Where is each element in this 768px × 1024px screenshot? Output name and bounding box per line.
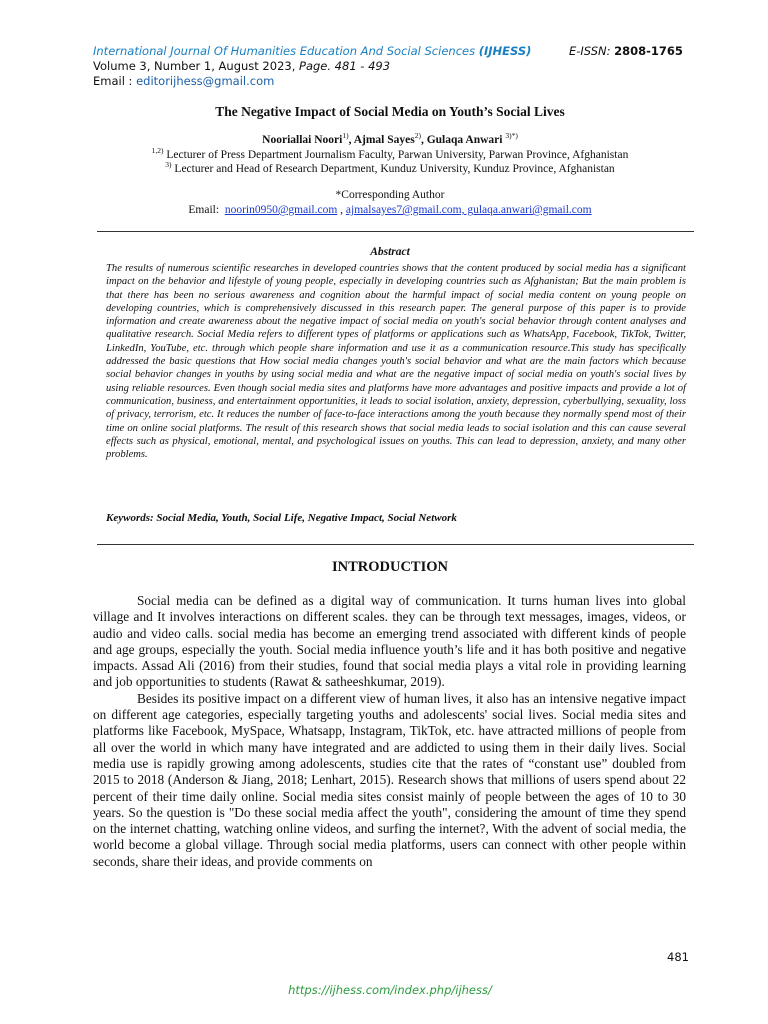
- author-emails: [0, 204, 768, 216]
- issn-label: E-ISSN:: [569, 44, 611, 58]
- author-email-link[interactable]: ajmalsayes7@gmail.com, gulaqa.anwari@gmail.com: [345, 204, 592, 216]
- paragraph: Besides its positive impact on a different view of human lives, it also has an intensive negative impact on different age categories, especially targeting youths and adolescents' social lives. Social media sites and platforms like Facebook, MySpace, Whatsapp, Instagram, TikTok, etc. have attracted millions of people from all over the world in which many have integrated and are addicted to using them in their daily lives. Social media use is rapidly growing among adolescents, studies cite that the rates of “constant use” doubled from 2015 to 2018 (Anderson & Jiang, 2018; Lenhart, 2015). Research shows that millions of users spend about 22 percent of their time daily online. Social media sites consist mainly of people between the ages of 10 to 30 years. So the question is "Do these social media affect the youth", considering the amount of time they spend on the internet chatting, watching online videos, and surfing the internet?, With the advent of social media, the world become a global village. Through social media platforms, users can connect with other people within seconds, share their ideas, and provide comments on: [93, 690, 686, 869]
- divider-top: [97, 231, 694, 232]
- divider-bottom: [97, 544, 694, 545]
- issn-number: 2808-1765: [614, 44, 683, 58]
- author-name: Ajmal Sayes: [353, 133, 415, 146]
- journal-email-label: Email :: [93, 74, 133, 88]
- journal-abbr: (IJHESS): [478, 44, 532, 58]
- author-sup: 2): [414, 131, 421, 140]
- affiliation-sup: 1,2): [151, 146, 164, 155]
- abstract-text: The results of numerous scientific researches in developed countries shows that the content produced by social media has a significant impact on the behavior and lifestyle of young people, especially in developing countries such as Afghanistan; But the main problem is that there has been no serious awareness and cognition about the harmful impact of social media content on young people on developing countries, which is comprehensively discussed in this research paper. The general purpose of this paper is to provide information and create awareness about the negative impact of social media on youth's social behavior through content analyses and qualitative research. Social Media refers to different types of platforms or applications such as WhatsApp, Facebook, TikTok, Twitter, LinkedIn, YouTube, etc. through which people share information and use it as a communication resource.This study has specifically addressed the basic questions that How social media changes youth's social behavior and what are the main factors which because social behavior changes in youths by using social media and what are the negative impact of social media on youth's social lives by using reliable resources. Even though social media sites and platforms have more advantages and positive impacts and provide a lot of communication, business, and entertainment opportunities, it leads to social isolation, anxiety, depression, cyberbullying, sexuality, loss of privacy, terrorism, etc. It reduces the number of face-to-face interactions among the youth because they normally spend most of their time on online social platforms. The result of this research shows that social media leads to social isolation and this can cause several effects such as physical, emotional, mental, and psychological issues on youths. This can lead to depression, anxiety, and many other problems.: [106, 263, 686, 461]
- article-title: The Negative Impact of Social Media on Youth’s Social Lives: [215, 104, 565, 119]
- emails-separator: ,: [337, 204, 346, 216]
- issn: [569, 44, 683, 58]
- affiliation-text: Lecturer of Press Department Journalism Faculty, Parwan University, Parwan Province, Afghanistan: [163, 148, 629, 161]
- emails-label: Email:: [188, 204, 220, 216]
- journal-name: [93, 44, 531, 58]
- page-range: Page. 481 - 493: [299, 59, 391, 73]
- author-list: [0, 131, 768, 146]
- author-sup: 1): [342, 131, 349, 140]
- journal-email: [93, 74, 274, 88]
- keywords: Keywords: Social Media, Youth, Social Life, Negative Impact, Social Network: [106, 512, 457, 524]
- affiliation-text: Lecturer and Head of Research Department, Kunduz University, Kunduz Province, Afghanistan: [171, 162, 615, 175]
- affiliation-sup: 3): [165, 160, 172, 169]
- abstract-heading: Abstract: [370, 246, 410, 258]
- volume-info: [93, 59, 390, 73]
- author-sup: 3)*): [505, 131, 518, 140]
- affiliation-1: [0, 146, 768, 161]
- author-email-link[interactable]: noorin0950@gmail.com: [224, 204, 338, 216]
- page-number: 481: [667, 950, 689, 964]
- journal-name-text: International Journal Of Humanities Education And Social Sciences: [93, 44, 476, 58]
- journal-email-link[interactable]: editorijhess@gmail.com: [136, 74, 275, 88]
- author-sep: ,: [420, 133, 427, 146]
- section-heading: INTRODUCTION: [331, 559, 448, 575]
- introduction-body: [93, 593, 686, 870]
- author-name: Nooriallai Noori: [262, 133, 343, 146]
- footer-link[interactable]: https://ijhess.com/index.php/ijhess/: [288, 983, 492, 997]
- affiliation-2: [0, 160, 768, 175]
- author-name: Gulaqa Anwari: [426, 133, 506, 146]
- corresponding-author: *Corresponding Author: [335, 189, 445, 201]
- volume-text: Volume 3, Number 1, August 2023,: [93, 59, 296, 73]
- author-sep: ,: [348, 133, 354, 146]
- paragraph: Social media can be defined as a digital way of communication. It turns human lives into global village and It involves interactions on different scales. they can be through text messages, images, videos, or audio and video calls. social media has become an emerging trend associated with different kinds of people and age groups, especially the youth. Social media influence youth’s life and it has both positive and negative impacts. Assad Ali (2016) from their studies, found that social media plays a vital role in providing learning and job opportunities to students (Rawat & satheeshkumar, 2019).: [93, 593, 686, 690]
